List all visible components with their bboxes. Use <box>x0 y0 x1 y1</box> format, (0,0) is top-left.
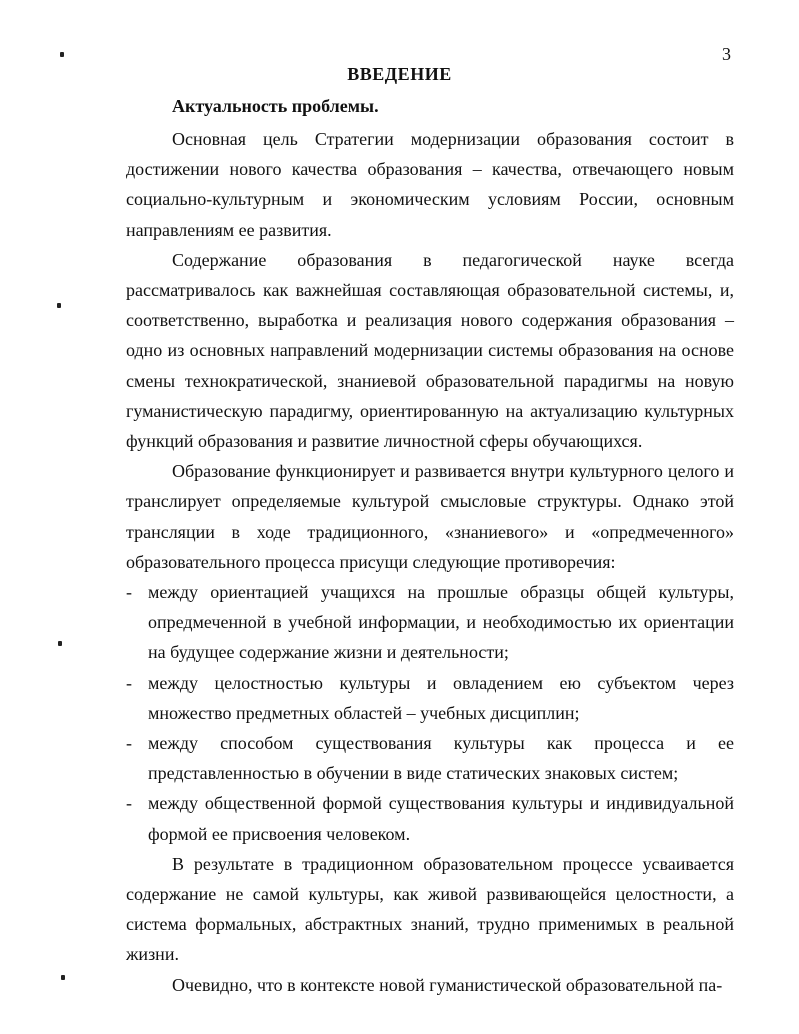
scan-mark <box>61 975 65 980</box>
list-item <box>126 788 734 848</box>
list-item-text: между целостностью культуры и овладением ею субъектом через множество предметных областей – учебных дисциплин; <box>148 672 734 723</box>
list-item <box>126 668 734 728</box>
paragraph: Содержание образования в педагогической науке всегда рассматривалось как важнейшая составляющая образовательной системы, и, соответственно, выработка и реализация нового содержания образования – одно из основных направлений модернизации системы образования на основе смены технократической, знаниевой образовательной парадигмы на новую гуманистическую парадигму, ориентированную на актуализацию культурных функций образования и развитие личностной сферы обучающихся. <box>126 249 734 452</box>
list-item <box>126 577 734 668</box>
paragraph: Основная цель Стратегии модернизации образования состоит в достижении нового качества образования – качества, отвечающего новым социально-культурным и экономическим условиям России, основным направлениям ее развития. <box>126 129 734 240</box>
contradictions-list <box>126 577 734 849</box>
section-subheading: Актуальность проблемы. <box>172 96 379 116</box>
list-marker: - <box>126 672 132 693</box>
list-item-text: между ориентацией учащихся на прошлые образцы общей культуры, опредмеченной в учебной информации, и необходимостью их ориентации на будущее содержание жизни и деятельности; <box>148 582 734 663</box>
scan-mark <box>57 303 61 308</box>
list-item-text: между общественной формой существования культуры и индивидуальной формой ее присвоения человеком. <box>148 793 734 844</box>
paragraph: В результате в традиционном образовательном процессе усваивается содержание не самой культуры, как живой развивающейся целостности, а система формальных, абстрактных знаний, трудно применимых в реальной жизни. <box>126 853 734 965</box>
paragraph: Образование функционирует и развивается внутри культурного целого и транслирует определяемые культурой смысловые структуры. Однако этой трансляции в ходе традиционного, «знаниевого» и «опредмеченного» образовательного процесса присущи следующие противоречия: <box>126 461 734 572</box>
list-item-text: между способом существования культуры как процесса и ее представленностью в обучении в виде статических знаковых систем; <box>148 733 734 784</box>
list-marker: - <box>126 733 132 754</box>
page-number: 3 <box>722 44 731 64</box>
list-marker: - <box>126 793 132 814</box>
scan-mark <box>58 641 62 646</box>
scan-mark <box>60 52 64 57</box>
body-text <box>126 124 734 1000</box>
section-heading: ВВЕДЕНИЕ <box>347 64 452 84</box>
list-marker: - <box>126 582 132 603</box>
paragraph: Очевидно, что в контексте новой гуманистической образовательной па- <box>172 974 723 995</box>
list-item <box>126 728 734 788</box>
